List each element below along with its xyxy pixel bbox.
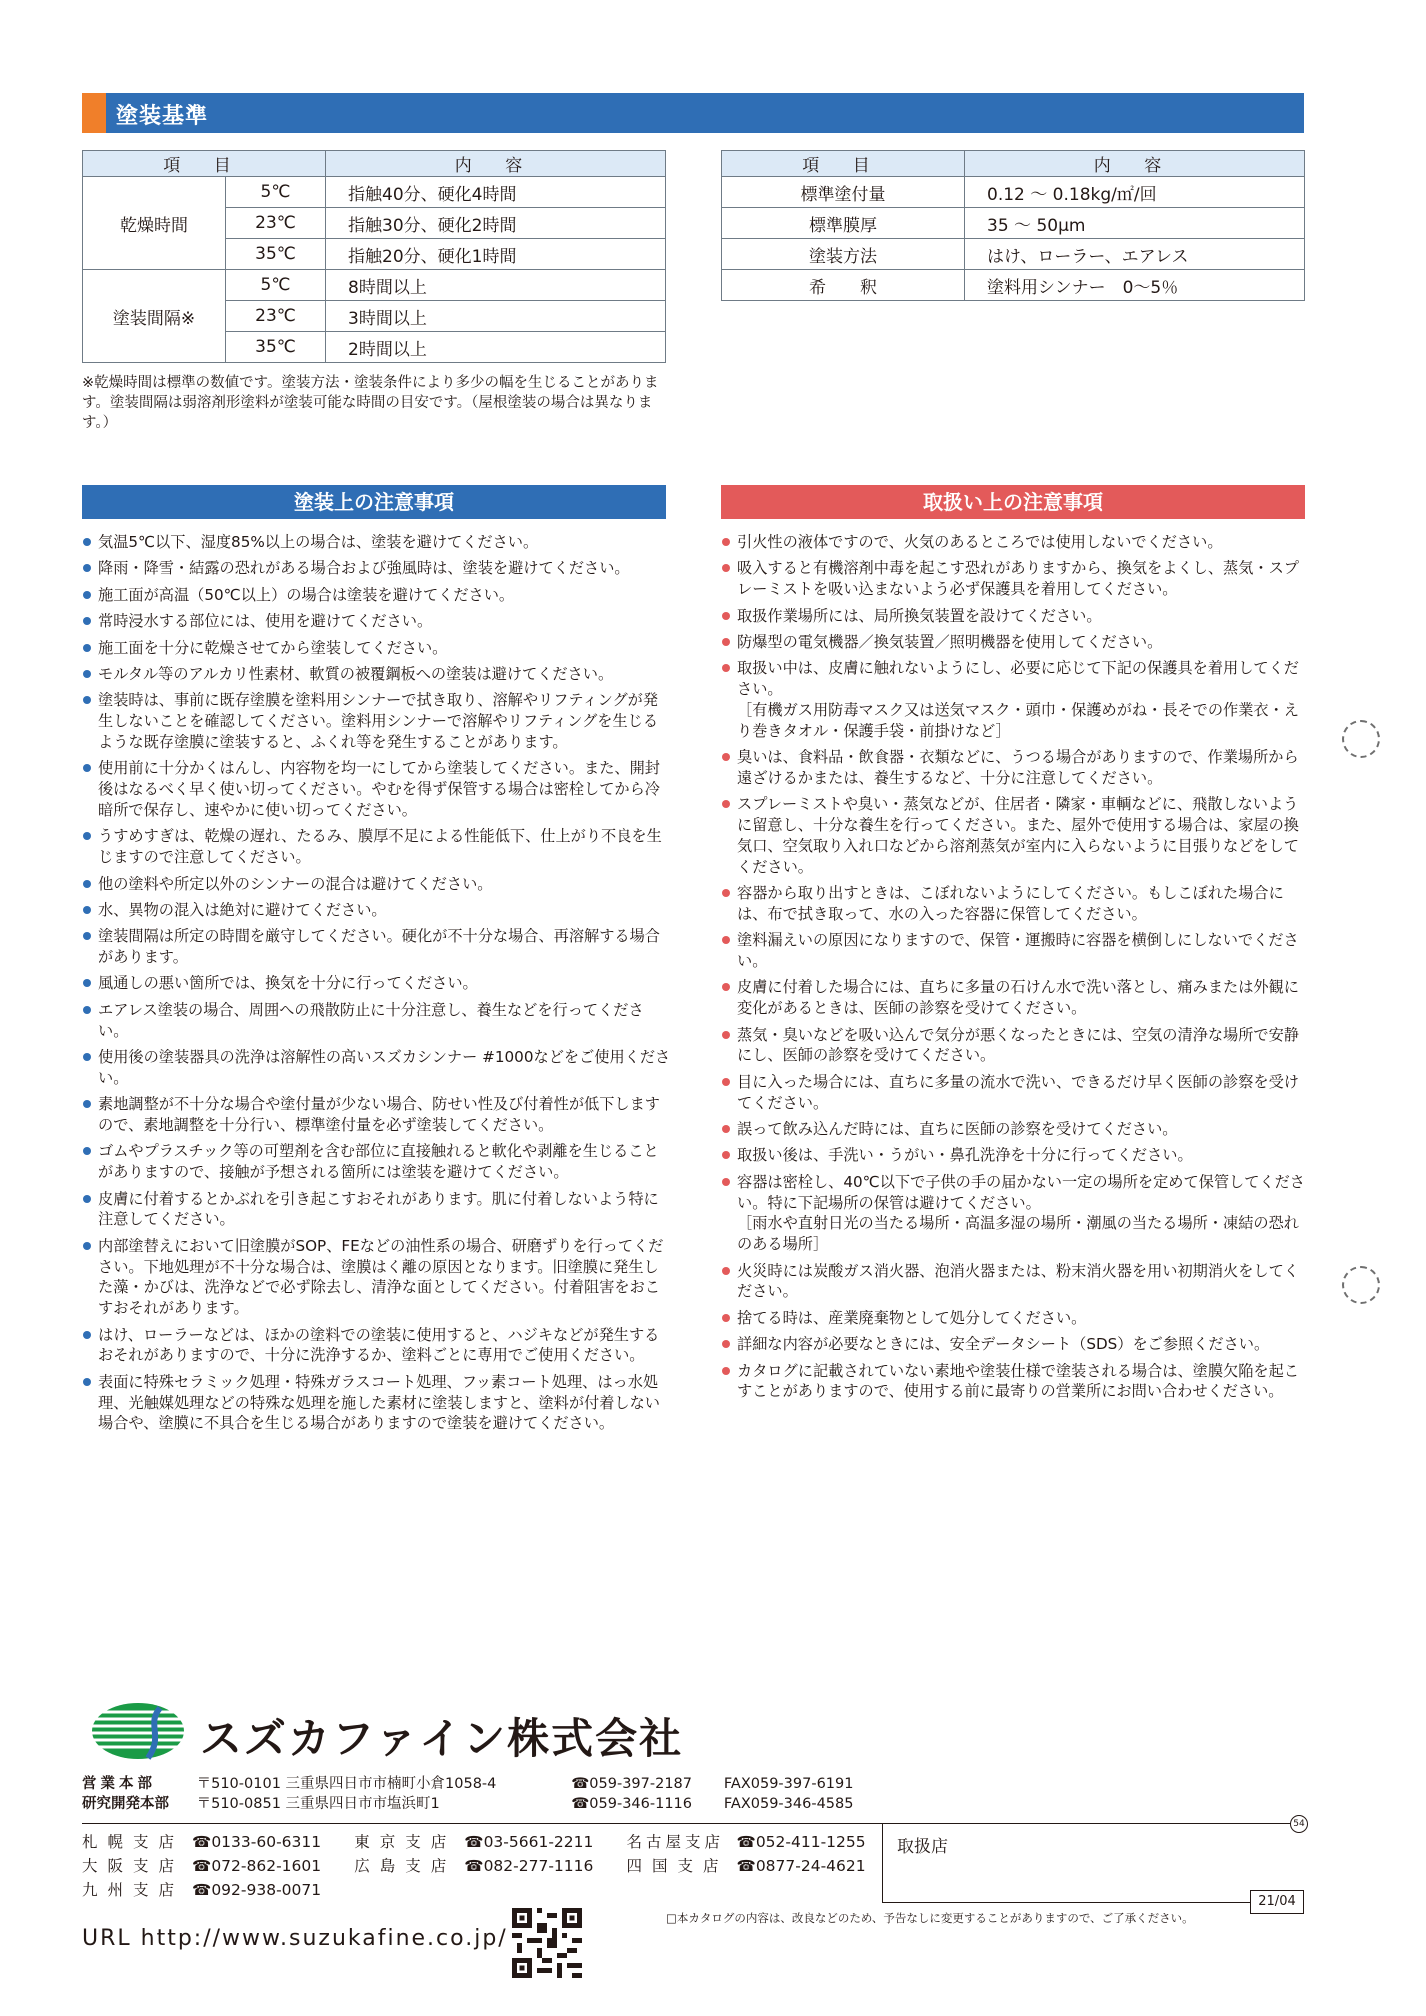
value-cell: 35 ～ 50μm xyxy=(965,208,1305,239)
suzuka-logo-icon xyxy=(90,1700,190,1762)
handling-caution-text: 皮膚に付着した場合には、直ちに多量の石けん水で洗い落とし、痛みまたは外観に変化があるときは、医師の診察を受けてください。 xyxy=(737,978,1299,1018)
handling-caution-subnote: ［雨水や直射日光の当たる場所・高温多湿の場所・潮風の当たる場所・凍結の恐れのある場所］ xyxy=(737,1214,1299,1254)
branch-tel: 072-862-1601 xyxy=(211,1857,322,1875)
handling-cautions-title: 取扱い上の注意事項 xyxy=(721,485,1305,519)
branch-name: 九州支店 xyxy=(82,1881,185,1899)
section-header xyxy=(82,93,1304,133)
item-cell: 塗装方法 xyxy=(722,239,965,270)
handling-caution-item xyxy=(721,632,1311,653)
phone-icon: ☎ xyxy=(571,1776,590,1792)
temp-cell: 5℃ xyxy=(226,270,326,301)
painting-caution-item: はけ、ローラーなどは、ほかの塗料での塗装に使用すると、ハジキなどが発生するおそれがありますので、十分に洗浄するか、塗料ごとに専用でご使用ください。 xyxy=(82,1325,672,1367)
handling-caution-text: 臭いは、食料品・飲食器・衣類などに、うつる場合がありますので、作業場所から遠ざけるかまたは、養生するなど、十分に注意してください。 xyxy=(737,748,1299,787)
drying-spec-table xyxy=(82,150,666,363)
phone-icon: ☎ xyxy=(464,1857,484,1875)
phone-icon: ☎ xyxy=(192,1857,212,1875)
handling-caution-item xyxy=(721,1308,1311,1329)
table-note: ※乾燥時間は標準の数値です。塗装方法・塗装条件により多少の幅を生じることがあります。塗装間隔は弱溶剤形塗料が塗装可能な時間の目安です。（屋根塗装の場合は異なります。） xyxy=(82,375,659,431)
temp-cell: 35℃ xyxy=(226,332,326,363)
dealer-divider xyxy=(882,1823,883,1903)
handling-caution-text: 容器から取り出すときは、こぼれないようにしてください。もしこぼれた場合には、布で拭き取って、水の入った容器に保管してください。 xyxy=(737,884,1284,923)
painting-caution-item: 塗装時は、事前に既存塗膜を塗料用シンナーで拭き取り、溶解やリフティングが発生しないことを確認してください。塗料用シンナーで溶解やリフティングを生じるような既存塗膜に塗装すると、ふくれ等を発生することがあります。 xyxy=(82,690,672,752)
branch-tel: 082-277-1116 xyxy=(483,1857,594,1875)
branch-list xyxy=(82,1830,882,1902)
table-header-content: 内 容 xyxy=(326,151,666,177)
handling-caution-item xyxy=(721,930,1311,972)
handling-caution-item xyxy=(721,532,1311,553)
painting-cautions-title: 塗装上の注意事項 xyxy=(82,485,666,519)
value-cell: 指触30分、硬化2時間 xyxy=(326,208,666,239)
group-label: 塗装間隔※ xyxy=(83,270,226,363)
temp-cell: 35℃ xyxy=(226,239,326,270)
table-header-item: 項 目 xyxy=(722,151,965,177)
handling-caution-item xyxy=(721,1334,1311,1355)
section-title: 塗装基準 xyxy=(116,104,209,129)
handling-caution-text: 取扱い後は、手洗い・うがい・鼻孔洗浄を十分に行ってください。 xyxy=(737,1146,1193,1165)
dealer-bottom-rule xyxy=(882,1902,1304,1903)
painting-caution-item: 使用前に十分かくはんし、内容物を均一にしてから塗装してください。また、開封後はなるべく早く使い切ってください。やむを得ず保管する場合は密栓してから冷暗所で保存し、速やかに使い切ってください。 xyxy=(82,758,672,820)
phone-icon: ☎ xyxy=(464,1833,484,1851)
handling-caution-text: 火災時には炭酸ガス消火器、泡消火器または、粉末消火器を用い初期消火をしてください。 xyxy=(737,1261,1299,1301)
disclaimer: □本カタログの内容は、改良などのため、予告なしに変更することがありますので、ご了承ください。 xyxy=(666,1911,1194,1925)
value-cell: 8時間以上 xyxy=(326,270,666,301)
group-label: 乾燥時間 xyxy=(83,177,226,270)
handling-caution-item xyxy=(721,1072,1311,1114)
branch-name: 東京支店 xyxy=(354,1833,457,1851)
handling-caution-item xyxy=(721,558,1311,600)
handling-caution-item xyxy=(721,794,1311,877)
handling-cautions-list xyxy=(721,532,1311,1408)
temp-cell: 23℃ xyxy=(226,301,326,332)
handling-caution-text: 目に入った場合には、直ちに多量の流水で洗い、できるだけ早く医師の診察を受けてください。 xyxy=(737,1072,1299,1112)
punch-hole-mark xyxy=(1342,720,1380,758)
handling-caution-item xyxy=(721,1025,1311,1067)
phone-icon: ☎ xyxy=(736,1833,756,1851)
handling-caution-item xyxy=(721,747,1311,789)
value-cell: 塗料用シンナー 0～5％ xyxy=(965,270,1305,301)
office-address: 〒510-0851 三重県四日市市塩浜町1 xyxy=(196,1796,440,1812)
handling-caution-item xyxy=(721,1119,1311,1140)
handling-caution-text: 誤って飲み込んだ時には、直ちに医師の診察を受けてください。 xyxy=(737,1120,1178,1139)
painting-caution-item: 風通しの悪い箇所では、換気を十分に行ってください。 xyxy=(82,973,672,994)
branch-name: 札幌支店 xyxy=(82,1833,185,1851)
painting-caution-item: 皮膚に付着するとかぶれを引き起こすおそれがあります。肌に付着しないよう特に注意してください。 xyxy=(82,1189,672,1231)
painting-caution-item: 降雨・降雪・結露の恐れがある場合および強風時は、塗装を避けてください。 xyxy=(82,558,672,579)
painting-caution-item: 水、異物の混入は絶対に避けてください。 xyxy=(82,900,672,921)
handling-caution-text: 蒸気・臭いなどを吸い込んで気分が悪くなったときには、空気の清浄な場所で安静にし、医師の診察を受けてください。 xyxy=(737,1025,1299,1065)
item-cell: 標準膜厚 xyxy=(722,208,965,239)
value-cell: 指触20分、硬化1時間 xyxy=(326,239,666,270)
phone-icon: ☎ xyxy=(192,1881,212,1899)
handling-caution-text: 取扱作業場所には、局所換気装置を設けてください。 xyxy=(737,606,1102,625)
handling-caution-item xyxy=(721,658,1311,741)
painting-caution-item: 素地調整が不十分な場合や塗付量が少ない場合、防せい性及び付着性が低下しますので、素地調整を十分行い、標準塗付量を必ず塗装してください。 xyxy=(82,1094,672,1136)
application-spec-table xyxy=(721,150,1305,301)
table-header-content: 内 容 xyxy=(965,151,1305,177)
handling-caution-text: 塗料漏えいの原因になりますので、保管・運搬時に容器を横倒しにしないでください。 xyxy=(737,931,1299,971)
painting-caution-item: うすめすぎは、乾燥の遅れ、たるみ、膜厚不足による性能低下、仕上がり不良を生じますので注意してください。 xyxy=(82,826,672,868)
branch-name: 大阪支店 xyxy=(82,1857,185,1875)
branch-name: 広島支店 xyxy=(354,1857,457,1875)
office-row xyxy=(82,1774,922,1794)
item-cell: 標準塗付量 xyxy=(722,177,965,208)
temp-cell: 5℃ xyxy=(226,177,326,208)
painting-caution-item: 表面に特殊セラミック処理・特殊ガラスコート処理、フッ素コート処理、はっ水処理、光触媒処理などの特殊な処理を施した素材に塗装しますと、塗料が付着しない場合や、塗膜に不具合を生じる場合がありますので塗装を避けてください。 xyxy=(82,1372,672,1434)
company-name: スズカファイン株式会社 xyxy=(200,1714,684,1763)
branch-name: 四国支店 xyxy=(626,1857,729,1875)
branch-row xyxy=(82,1854,882,1878)
handling-caution-text: 詳細な内容が必要なときには、安全データシート（SDS）をご参照ください。 xyxy=(737,1335,1270,1354)
section-accent xyxy=(82,93,106,133)
office-label: 営業本部 xyxy=(82,1776,156,1792)
painting-caution-item: 塗装間隔は所定の時間を厳守してください。硬化が不十分な場合、再溶解する場合があります。 xyxy=(82,926,672,968)
painting-cautions-list xyxy=(82,532,672,1440)
branch-name: 名古屋支店 xyxy=(626,1833,725,1851)
painting-caution-item: 内部塗替えにおいて旧塗膜がSOP、FEなどの油性系の場合、研磨ずりを行ってください。下地処理が不十分な場合は、塗膜はく離の原因となります。旧塗膜に発生した藻・かびは、洗浄などで必ず除去し、清浄な面としてください。付着阻害をおこすおそれがあります。 xyxy=(82,1236,672,1319)
branch-tel: 052-411-1255 xyxy=(755,1833,866,1851)
handling-caution-text: 引火性の液体ですので、火気のあるところでは使用しないでください。 xyxy=(737,533,1223,551)
branch-tel: 0133-60-6311 xyxy=(211,1833,322,1851)
value-cell: 指触40分、硬化4時間 xyxy=(326,177,666,208)
handling-caution-text: 取扱い中は、皮膚に触れないようにし、必要に応じて下記の保護具を着用してください。 xyxy=(737,659,1299,699)
footer-rule xyxy=(82,1823,1304,1824)
handling-caution-text: 吸入すると有機溶剤中毒を起こす恐れがありますから、換気をよくし、蒸気・スプレーミストを吸い込まないよう必ず保護具を着用してください。 xyxy=(737,559,1299,599)
handling-caution-item xyxy=(721,1145,1311,1166)
painting-caution-item: 常時浸水する部位には、使用を避けてください。 xyxy=(82,611,672,632)
painting-caution-item: 使用後の塗装器具の洗浄は溶解性の高いスズカシンナー #1000などをご使用ください。 xyxy=(82,1047,672,1089)
branch-row xyxy=(82,1878,882,1902)
handling-caution-text: 捨てる時は、産業廃棄物として処分してください。 xyxy=(737,1308,1087,1327)
branch-tel: 03-5661-2211 xyxy=(483,1833,594,1851)
edition-code: 21/04 xyxy=(1250,1890,1304,1914)
branch-row xyxy=(82,1830,882,1854)
handling-caution-item xyxy=(721,883,1311,925)
company-url[interactable]: URL http://www.suzukafine.co.jp/ xyxy=(82,1926,508,1951)
item-cell: 希 釈 xyxy=(722,270,965,301)
value-cell: 3時間以上 xyxy=(326,301,666,332)
handling-caution-text: 容器は密栓し、40℃以下で子供の手の届かない一定の場所を定めて保管してください。特に下記場所の保管は避けてください。 xyxy=(737,1172,1305,1212)
value-cell: はけ、ローラー、エアレス xyxy=(965,239,1305,270)
painting-caution-item: 気温5℃以下、湿度85%以上の場合は、塗装を避けてください。 xyxy=(82,532,672,553)
value-cell: 2時間以上 xyxy=(326,332,666,363)
handling-caution-item xyxy=(721,1361,1311,1403)
office-tel: 059-397-2187 xyxy=(589,1776,692,1792)
value-cell: 0.12 ～ 0.18kg/㎡/回 xyxy=(965,177,1305,208)
dealer-label: 取扱店 xyxy=(897,1837,948,1857)
handling-caution-item xyxy=(721,1172,1311,1255)
handling-caution-text: 防爆型の電気機器／換気装置／照明機器を使用してください。 xyxy=(737,632,1163,651)
handling-caution-text: カタログに記載されていない素地や塗装仕様で塗装される場合は、塗膜欠陥を起こすことがありますので、使用する前に最寄りの営業所にお問い合わせください。 xyxy=(737,1361,1299,1401)
office-row xyxy=(82,1794,922,1814)
branch-tel: 092-938-0071 xyxy=(211,1881,322,1899)
table-header-item: 項 目 xyxy=(83,151,326,177)
office-address: 〒510-0101 三重県四日市市楠町小倉1058-4 xyxy=(196,1776,497,1792)
handling-caution-item xyxy=(721,977,1311,1019)
page-mark: 54 xyxy=(1290,1815,1308,1833)
phone-icon: ☎ xyxy=(736,1857,756,1875)
painting-caution-item: 他の塗料や所定以外のシンナーの混合は避けてください。 xyxy=(82,874,672,895)
hq-offices xyxy=(82,1774,922,1814)
painting-caution-item: 施工面が高温（50℃以上）の場合は塗装を避けてください。 xyxy=(82,585,672,606)
qr-code-icon xyxy=(512,1908,582,1978)
phone-icon: ☎ xyxy=(571,1796,590,1812)
branch-tel: 0877-24-4621 xyxy=(755,1857,866,1875)
painting-caution-item: モルタル等のアルカリ性素材、軟質の被覆鋼板への塗装は避けてください。 xyxy=(82,664,672,685)
handling-caution-item xyxy=(721,606,1311,627)
handling-caution-subnote: ［有機ガス用防毒マスク又は送気マスク・頭巾・保護めがね・長そでの作業衣・えり巻きタオル・保護手袋・前掛けなど］ xyxy=(737,700,1299,740)
phone-icon: ☎ xyxy=(192,1833,212,1851)
office-fax: FAX059-397-6191 xyxy=(723,1776,854,1792)
office-fax: FAX059-346-4585 xyxy=(723,1796,854,1812)
handling-caution-item xyxy=(721,1261,1311,1303)
painting-caution-item: ゴムやプラスチック等の可塑剤を含む部位に直接触れると軟化や剥離を生じることがありますので、接触が予想される箇所には塗装を避けてください。 xyxy=(82,1141,672,1183)
temp-cell: 23℃ xyxy=(226,208,326,239)
handling-caution-text: スプレーミストや臭い・蒸気などが、住居者・隣家・車輌などに、飛散しないように留意し、十分な養生を行ってください。また、屋外で使用する場合は、家屋の換気口、空気取り入れ口などから溶剤蒸気が室内に入らないように目張りなどをしてください。 xyxy=(737,795,1299,876)
office-tel: 059-346-1116 xyxy=(589,1796,692,1812)
office-label: 研究開発本部 xyxy=(82,1796,169,1812)
painting-caution-item: エアレス塗装の場合、周囲への飛散防止に十分注意し、養生などを行ってください。 xyxy=(82,1000,672,1042)
painting-caution-item: 施工面を十分に乾燥させてから塗装してください。 xyxy=(82,638,672,659)
punch-hole-mark xyxy=(1342,1266,1380,1304)
